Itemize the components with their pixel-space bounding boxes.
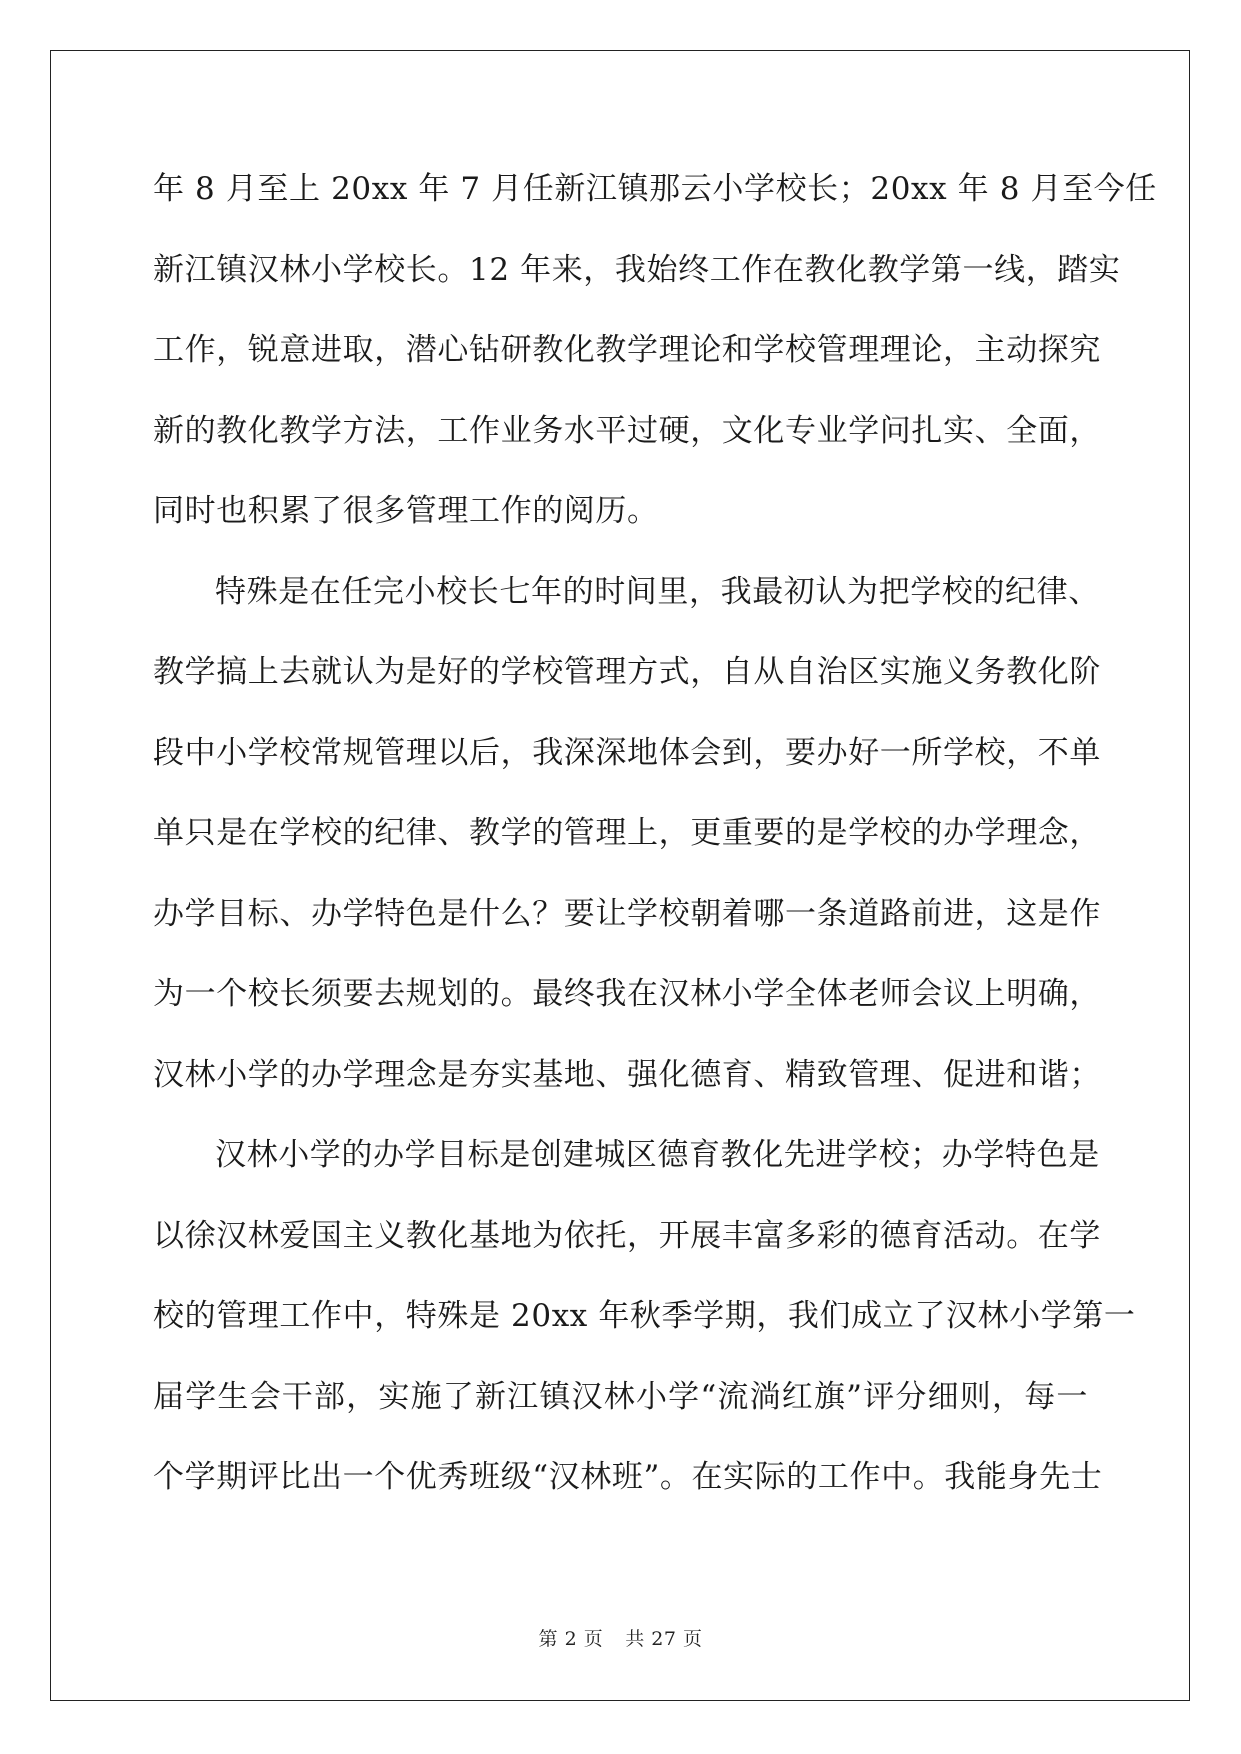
text-line: 单只是在学校的纪律、教学的管理上，更重要的是学校的办学理念， [153,815,1101,851]
text-line: 年 8 月至上 20xx 年 7 月任新江镇那云小学校长；20xx 年 8 月至今任 [153,171,1157,207]
text-line: 教学搞上去就认为是好的学校管理方式，自从自治区实施义务教化阶 [153,654,1101,690]
text-line: 工作，锐意进取，潜心钻研教化教学理论和学校管理理论，主动探究 [153,332,1101,368]
text-line: 新的教化教学方法，工作业务水平过硬，文化专业学问扎实、全面， [153,412,1101,449]
document-body [153,158,1157,1527]
text-line: 同时也积累了很多管理工作的阅历。 [153,493,659,529]
paragraph-first-line: 汉林小学的办学目标是创建城区德育教化先进学校；办学特色是 [215,1137,1100,1173]
paragraph-first-line: 特殊是在任完小校长七年的时间里，我最初认为把学校的纪律、 [215,573,1100,610]
text-line: 届学生会干部，实施了新江镇汉林小学“流淌红旗”评分细则，每一 [153,1378,1088,1415]
page-number: 第 2 页 [538,1628,604,1650]
text-line: 汉林小学的办学理念是夯实基地、强化德育、精致管理、促进和谐； [153,1056,1101,1093]
text-line: 办学目标、办学特色是什么？要让学校朝着哪一条道路前进，这是作 [153,895,1101,932]
text-line: 个学期评比出一个优秀班级“汉林班”。在实际的工作中。我能身先士 [153,1459,1103,1495]
page-footer [0,1624,1241,1651]
text-line: 新江镇汉林小学校长。12 年来，我始终工作在教化教学第一线，踏实 [153,251,1121,288]
text-line: 段中小学校常规管理以后，我深深地体会到，要办好一所学校，不单 [153,734,1101,771]
text-line: 以徐汉林爱国主义教化基地为依托，开展丰富多彩的德育活动。在学 [153,1217,1101,1254]
page-total: 共 27 页 [625,1628,703,1650]
text-line: 为一个校长须要去规划的。最终我在汉林小学全体老师会议上明确， [153,976,1101,1012]
text-line: 校的管理工作中，特殊是 20xx 年秋季学期，我们成立了汉林小学第一 [153,1298,1136,1334]
